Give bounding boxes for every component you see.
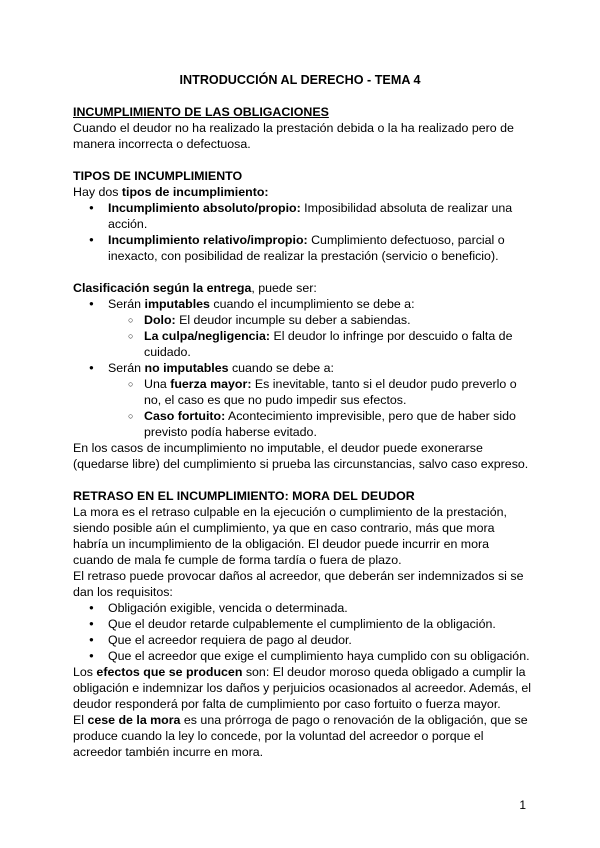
list-item: ○ Dolo: El deudor incumple su deber a sabiendas. (73, 312, 533, 328)
paragraph-clasificacion-intro: Clasificación según la entrega, puede ser: (73, 281, 317, 295)
list-requisitos (73, 600, 533, 664)
paragraph-exoneracion: En los casos de incumplimiento no imputable, el deudor puede exonerarse (quedarse libre) del cumplimiento si prueba las circunstancias, salvo caso expreso. (73, 441, 529, 471)
list-item: ○ La culpa/negligencia: El deudor lo infringe por descuido o falta de cuidado. (73, 328, 533, 360)
list-item: ● Que el acreedor requiera de pago al deudor. (73, 632, 533, 648)
list-item-no-imputables: ● Serán no imputables cuando se debe a: (73, 360, 533, 376)
list-item: ● Incumplimiento absoluto/propio: Imposibilidad absoluta de realizar una acción. (73, 200, 533, 232)
section-heading-mora: RETRASO EN EL INCUMPLIMIENTO: MORA DEL DEUDOR (73, 489, 415, 503)
paragraph-cese: El cese de la mora es una prórroga de pago o renovación de la obligación, que se produce cuando la ley lo concede, por la voluntad del acreedor o porque el acreedor también incurre en mora. (73, 713, 528, 759)
paragraph-mora-requisitos: El retraso puede provocar daños al acreedor, que deberán ser indemnizados si se dan los requisitos: (73, 569, 524, 599)
document-title: INTRODUCCIÓN AL DERECHO - TEMA 4 (179, 73, 421, 87)
section-heading-tipos: TIPOS DE INCUMPLIMIENTO (73, 169, 243, 183)
list-item: ○ Una fuerza mayor: Es inevitable, tanto si el deudor pudo preverlo o no, el caso es que no pudo impedir sus efectos. (73, 376, 533, 408)
list-tipos (73, 200, 533, 264)
section-heading-incumplimiento: INCUMPLIMIENTO DE LAS OBLIGACIONES (73, 105, 329, 119)
list-item: ● Que el acreedor que exige el cumplimiento haya cumplido con su obligación. (73, 648, 533, 664)
list-item: ● Que el deudor retarde culpablemente el cumplimiento de la obligación. (73, 616, 533, 632)
list-clasificacion-2 (73, 360, 533, 376)
page-number: 1 (519, 798, 526, 812)
sublist-no-imputables (73, 376, 533, 440)
paragraph-efectos: Los efectos que se producen son: El deudor moroso queda obligado a cumplir la obligación e indemnizar los daños y perjuicios ocasionados al acreedor. Además, el deudor responderá por falta de cumplimiento por caso fortuito o fuerza mayor. (73, 665, 532, 711)
list-item: ● Obligación exigible, vencida o determinada. (73, 600, 533, 616)
list-item-imputables: ● Serán imputables cuando el incumplimiento se debe a: (73, 296, 533, 312)
list-item: ○ Caso fortuito: Acontecimiento imprevisible, pero que de haber sido previsto podía haberse evitado. (73, 408, 533, 440)
document-body (73, 104, 533, 760)
paragraph-mora-definition: La mora es el retraso culpable en la ejecución o cumplimiento de la prestación, siendo posible aún el cumplimiento, ya que en caso contrario, más que mora habría un incumplimiento de la obligación. El deudor puede incurrir en mora cuando de mala fe cumple de forma tardía o fuera de plazo. (73, 505, 507, 567)
list-clasificacion (73, 296, 533, 312)
paragraph-definition: Cuando el deudor no ha realizado la prestación debida o la ha realizado pero de manera incorrecta o defectuosa. (73, 121, 514, 151)
paragraph-tipos-intro: Hay dos tipos de incumplimiento: (73, 185, 269, 199)
list-item: ● Incumplimiento relativo/impropio: Cumplimiento defectuoso, parcial o inexacto, con posibilidad de realizar la prestación (servicio o beneficio). (73, 232, 533, 264)
sublist-imputables (73, 312, 533, 360)
